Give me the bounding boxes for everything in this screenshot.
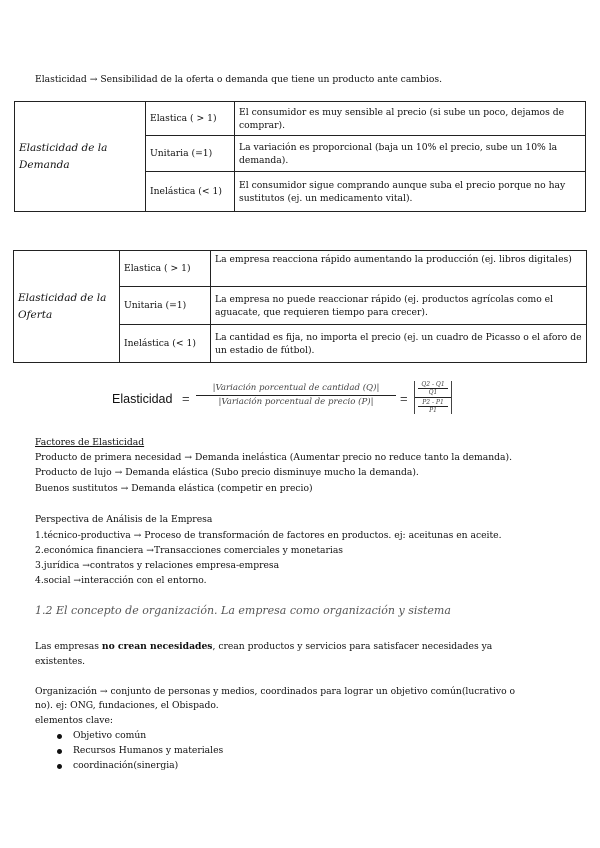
supply-desc-line: La empresa no puede reaccionar rápido (ej. productos agrícolas como el	[215, 293, 554, 305]
demand-desc-line: comprar).	[239, 119, 286, 131]
formula-main-fraction	[196, 383, 396, 407]
formula-numerator: |Variación porcentual de cantidad (Q)|	[212, 383, 380, 393]
supply-desc-cell	[211, 325, 587, 363]
companies-line-2: existentes.	[35, 656, 86, 667]
formula-q1: Q1	[428, 389, 438, 396]
supply-desc-line: un estadio de fútbol).	[215, 344, 315, 356]
companies-suffix: , crean productos y servicios para satisfacer necesidades ya	[212, 641, 493, 652]
factors-line: Producto de primera necesidad → Demanda inelástica (Aumentar precio no reduce tanto la demanda).	[35, 452, 513, 463]
formula-p1: P1	[429, 407, 437, 414]
supply-table-title-line: Elasticidad de la	[18, 291, 107, 304]
demand-desc-line: La variación es proporcional (baja un 10% el precio, sube un 10% la	[239, 141, 558, 153]
intro-term: Elasticidad	[35, 74, 87, 85]
demand-desc-line: El consumidor es muy sensible al precio (si sube un poco, dejamos de	[239, 106, 565, 118]
intro-line	[35, 73, 442, 87]
fraction-bar	[415, 397, 451, 398]
companies-bold: no crean necesidades	[101, 641, 213, 652]
bullet-icon	[57, 764, 62, 769]
factors-heading: Factores de Elasticidad	[35, 437, 145, 448]
demand-table-title: Elasticidad de la Demanda	[19, 141, 108, 171]
demand-type: Unitaria (=1)	[150, 148, 213, 159]
formula-label: Elasticidad	[112, 392, 173, 406]
demand-type-cell	[146, 102, 235, 136]
supply-desc-line: La cantidad es fija, no importa el precio (ej. un cuadro de Picasso o el aforo de	[215, 331, 582, 343]
bullet-icon	[57, 734, 62, 739]
demand-table	[14, 101, 586, 212]
supply-type: Inelástica (< 1)	[124, 338, 196, 349]
formula-q-diff: Q2 - Q1	[421, 381, 445, 388]
perspective-line: 3.jurídica →contratos y relaciones empresa-empresa	[35, 560, 280, 571]
demand-desc-line: El consumidor sigue comprando aunque suba el precio porque no hay	[239, 179, 566, 191]
supply-type: Elastica ( > 1)	[124, 263, 191, 274]
demand-table-title-cell	[15, 102, 146, 212]
supply-type: Unitaria (=1)	[124, 300, 187, 311]
supply-type-cell	[120, 325, 211, 363]
list-item: coordinación(sinergia)	[73, 760, 179, 771]
perspective-line: 2.económica financiera →Transacciones comerciales y monetarias	[35, 545, 344, 556]
elasticity-formula	[112, 381, 462, 421]
arrow-icon: →	[89, 74, 98, 85]
supply-desc-cell	[211, 287, 587, 325]
fraction-bar	[196, 395, 396, 396]
intro-definition: Sensibilidad de la oferta o demanda que tiene un producto ante cambios.	[100, 74, 442, 85]
demand-type: Elastica ( > 1)	[150, 113, 217, 124]
factors-line: Buenos sustitutos → Demanda elástica (competir en precio)	[35, 483, 313, 494]
list-item: Objetivo común	[73, 730, 147, 741]
organization-line: Organización → conjunto de personas y medios, coordinados para lograr un objetivo común(lucrativo o	[35, 686, 516, 697]
formula-equals: =	[182, 391, 190, 406]
formula-equals-2: =	[400, 391, 408, 406]
demand-desc-cell	[235, 136, 586, 172]
perspective-heading: Perspectiva de Análisis de la Empresa	[35, 514, 213, 525]
formula-denominator: |Variación porcentual de precio (P)|	[218, 397, 374, 407]
supply-table-title-line: Oferta	[18, 308, 53, 321]
supply-desc-line: La empresa reacciona rápido aumentando la producción (ej. libros digitales)	[215, 254, 572, 265]
supply-desc-line: aguacate, que requieren tiempo para crecer).	[215, 306, 428, 318]
supply-table-title-cell	[14, 251, 120, 363]
list-item: Recursos Humanos y materiales	[73, 745, 224, 756]
demand-desc-cell	[235, 102, 586, 136]
demand-desc-line: sustitutos (ej. un medicamento vital).	[239, 192, 413, 204]
companies-prefix: Las empresas	[35, 641, 102, 652]
supply-type-cell	[120, 287, 211, 325]
supply-desc-cell	[211, 251, 587, 287]
supply-table	[13, 250, 587, 363]
bullet-icon	[57, 749, 62, 754]
organization-key-elements: elementos clave:	[35, 715, 114, 726]
formula-right-fraction	[414, 381, 452, 414]
demand-desc-cell	[235, 172, 586, 212]
factors-line: Producto de lujo → Demanda elástica (Subo precio disminuye mucho la demanda).	[35, 467, 419, 478]
demand-type-cell	[146, 172, 235, 212]
perspective-line: 4.social →interacción con el entorno.	[35, 575, 207, 586]
section-title: 1.2 El concepto de organización. La empresa como organización y sistema	[35, 604, 451, 617]
perspective-line: 1.técnico-productiva → Proceso de transformación de factores en productos. ej: aceitunas en aceite.	[35, 530, 502, 541]
formula-p-diff: P2 - P1	[422, 399, 444, 406]
demand-type-cell	[146, 136, 235, 172]
companies-line	[35, 640, 492, 654]
demand-type: Inelástica (< 1)	[150, 186, 222, 197]
organization-line: no). ej: ONG, fundaciones, el Obispado.	[35, 700, 219, 711]
demand-desc-line: demanda).	[239, 154, 289, 166]
supply-type-cell	[120, 251, 211, 287]
